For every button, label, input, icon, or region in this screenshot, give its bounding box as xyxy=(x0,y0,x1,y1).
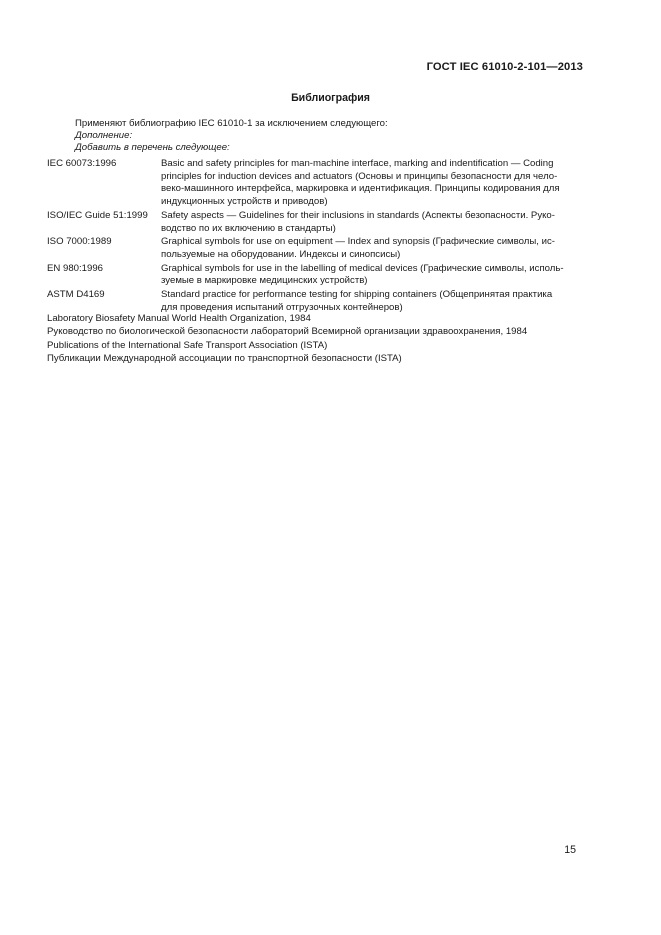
reference-line: Graphical symbols for use on equipment — Index and synopsis (Графические символы, ис- xyxy=(161,236,555,248)
reference-item xyxy=(47,263,584,288)
reference-description xyxy=(161,210,584,235)
reference-line: Standard practice for performance testing for shipping containers (Общепринятая практика xyxy=(161,289,553,301)
reference-line: Basic and safety principles for man-machine interface, marking and indentification — Coding xyxy=(161,158,554,169)
reference-code: ISO/IEC Guide 51:1999 xyxy=(47,209,148,221)
intro-text: Применяют библиографию IEC 61010-1 за исключением следующего: xyxy=(75,118,388,129)
additional-reference: Руководство по биологической безопасности лабораторий Всемирной организации здравоохранения, 1984 xyxy=(47,326,528,338)
addition-instruction: Добавить в перечень следующее: xyxy=(75,142,230,153)
additional-references xyxy=(47,312,527,366)
reference-description xyxy=(161,289,584,314)
page-number: 15 xyxy=(564,844,576,856)
reference-code: IEC 60073:1996 xyxy=(47,158,117,169)
reference-line: зуемые в маркировке медицинских устройств) xyxy=(161,275,368,287)
reference-line: principles for induction devices and actuators (Основы и принципы безопасности для чело- xyxy=(161,170,558,182)
reference-line: для проведения испытаний отгрузочных контейнеров) xyxy=(161,301,403,313)
reference-item xyxy=(47,289,584,314)
reference-line: веко-машинного интерфейса, маркировка и идентификация. Принципы кодирования для xyxy=(161,183,560,195)
reference-description xyxy=(161,158,584,209)
additional-reference: Публикации Международной ассоциации по транспортной безопасности (ISTA) xyxy=(47,353,402,365)
reference-code: ASTM D4169 xyxy=(47,289,105,301)
reference-description xyxy=(161,236,584,261)
reference-line: пользуемые на оборудовании. Индексы и синопсисы) xyxy=(161,248,401,260)
reference-line: Safety aspects — Guidelines for their inclusions in standards (Аспекты безопасности. Руко- xyxy=(161,209,555,221)
reference-list xyxy=(47,158,584,315)
intro-block xyxy=(75,118,388,154)
reference-line: индукционных устройств и приводов) xyxy=(161,196,328,208)
reference-line: Graphical symbols for use in the labelling of medical devices (Графические символы, исполь- xyxy=(161,262,564,274)
addition-label: Дополнение: xyxy=(75,130,133,141)
reference-description xyxy=(161,263,584,288)
document-header: ГОСТ IEC 61010-2-101—2013 xyxy=(426,61,583,73)
reference-item xyxy=(47,158,584,209)
reference-code: ISO 7000:1989 xyxy=(47,236,112,248)
reference-item xyxy=(47,210,584,235)
additional-reference: Publications of the International Safe Transport Association (ISTA) xyxy=(47,339,328,351)
reference-item xyxy=(47,236,584,261)
additional-reference: Laboratory Biosafety Manual World Health Organization, 1984 xyxy=(47,313,311,324)
page-title: Библиография xyxy=(291,92,370,104)
reference-code: EN 980:1996 xyxy=(47,262,104,274)
reference-line: водство по их включению в стандарты) xyxy=(161,222,336,234)
